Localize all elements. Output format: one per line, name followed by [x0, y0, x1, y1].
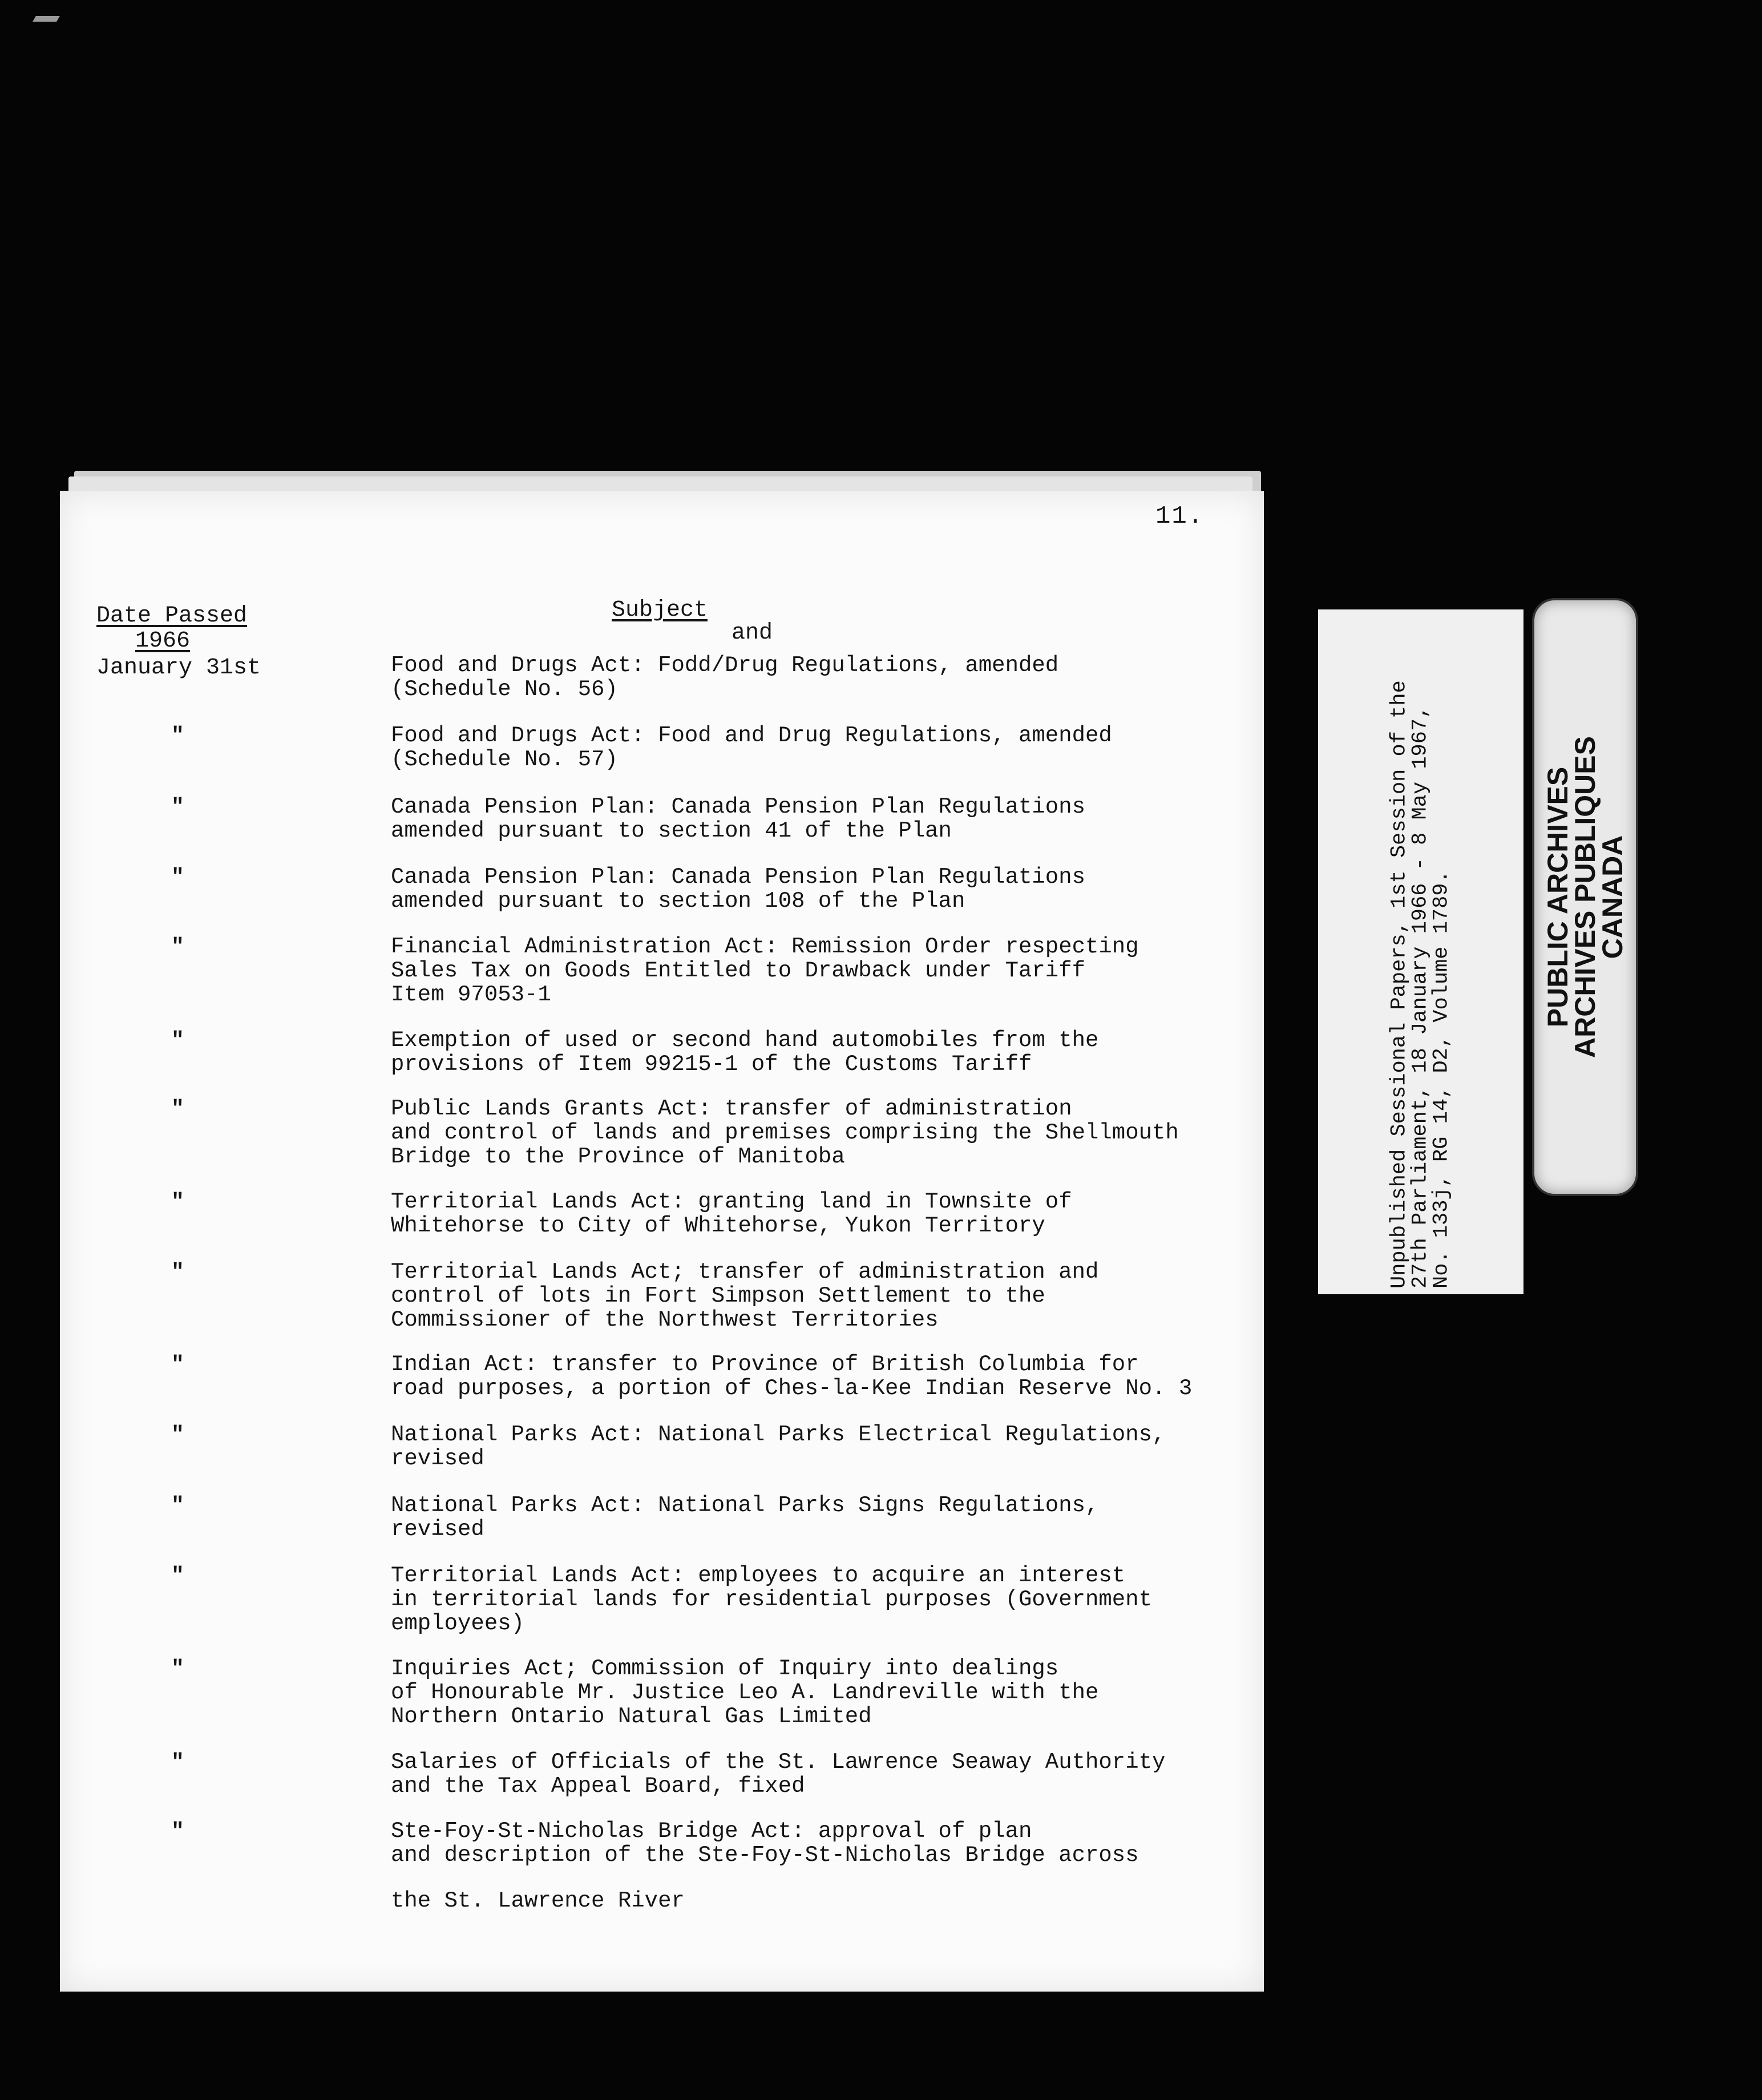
entry-text: Financial Administration Act: Remission Order respecting Sales Tax on Goods Entitled to Drawback under Tariff Item 97053-1	[391, 934, 1139, 1007]
ditto-mark: "	[171, 1564, 184, 1588]
ditto-mark: "	[171, 1028, 184, 1053]
year-label: 1966	[135, 628, 191, 654]
entry-text: National Parks Act: National Parks Electrical Regulations, revised	[391, 1422, 1166, 1471]
entry-text: Territorial Lands Act: granting land in Townsite of Whitehorse to City of Whitehorse, Yukon Territory	[391, 1189, 1072, 1238]
ditto-mark: "	[171, 1819, 184, 1844]
ditto-mark: "	[171, 1750, 184, 1775]
date-passed-header	[96, 604, 247, 654]
film-corner-mark	[33, 16, 60, 22]
document-page	[60, 491, 1264, 1992]
date-passed-label: Date Passed	[96, 603, 248, 629]
entry-text: Ste-Foy-St-Nicholas Bridge Act: approval of plan and description of the Ste-Foy-St-Nicholas Bridge across	[391, 1819, 1139, 1868]
ditto-mark: "	[171, 1423, 184, 1447]
entry-text: Food and Drugs Act: Fodd/Drug Regulations, amended (Schedule No. 56)	[391, 653, 1059, 702]
entry-text: Exemption of used or second hand automobiles from the provisions of Item 99215-1 of the Customs Tariff	[391, 1028, 1099, 1077]
subject-label: Subject	[612, 597, 708, 623]
entry-text: Inquiries Act; Commission of Inquiry into dealings of Honourable Mr. Justice Leo A. Landreville with the Northern Ontario Natural Gas Limited	[391, 1656, 1099, 1729]
ditto-mark: "	[171, 1352, 184, 1377]
ditto-mark: "	[171, 1493, 184, 1518]
entry-text: Territorial Lands Act; transfer of administration and control of lots in Fort Simpson Settlement to the Commissioner of the Northwest Territories	[391, 1259, 1099, 1332]
subject-sub-label: and	[732, 620, 773, 646]
entry-text: Salaries of Officials of the St. Lawrence Seaway Authority and the Tax Appeal Board, fixed	[391, 1750, 1166, 1799]
page-number: 11.	[1155, 502, 1205, 531]
ditto-mark: "	[171, 1260, 184, 1285]
entry-text: the St. Lawrence River	[391, 1888, 685, 1913]
stamp-text: PUBLIC ARCHIVES ARCHIVES PUBLIQUES CANADA	[1542, 736, 1628, 1058]
archive-reference-text: Unpublished Sessional Papers, 1st Session of the 27th Parliament, 18 January 1966 - 8 May 1967, No. 133j, RG 14, D2, Volume 1789.	[1387, 680, 1454, 1289]
ditto-mark: "	[171, 865, 184, 890]
public-archives-stamp	[1532, 598, 1638, 1196]
subject-header	[612, 599, 773, 645]
ditto-mark: "	[171, 724, 184, 748]
ditto-mark: "	[171, 795, 184, 819]
entry-text: Indian Act: transfer to Province of British Columbia for road purposes, a portion of Ches-la-Kee Indian Reserve No. 3	[391, 1352, 1193, 1401]
entry-text: Canada Pension Plan: Canada Pension Plan Regulations amended pursuant to section 41 of the Plan	[391, 794, 1085, 843]
ditto-mark: "	[171, 1190, 184, 1214]
archive-reference-label	[1318, 609, 1523, 1294]
entry-text: Territorial Lands Act: employees to acquire an interest in territorial lands for residential purposes (Government employees)	[391, 1563, 1153, 1636]
entry-date: January 31st	[96, 655, 261, 681]
entry-text: Public Lands Grants Act: transfer of administration and control of lands and premises comprising the Shellmouth Bridge to the Province of Manitoba	[391, 1096, 1179, 1169]
entry-text: National Parks Act: National Parks Signs Regulations, revised	[391, 1493, 1099, 1542]
ditto-mark: "	[171, 935, 184, 959]
entry-text: Canada Pension Plan: Canada Pension Plan Regulations amended pursuant to section 108 of the Plan	[391, 865, 1085, 914]
ditto-mark: "	[171, 1097, 184, 1121]
entry-text: Food and Drugs Act: Food and Drug Regulations, amended (Schedule No. 57)	[391, 723, 1112, 772]
ditto-mark: "	[171, 1657, 184, 1681]
